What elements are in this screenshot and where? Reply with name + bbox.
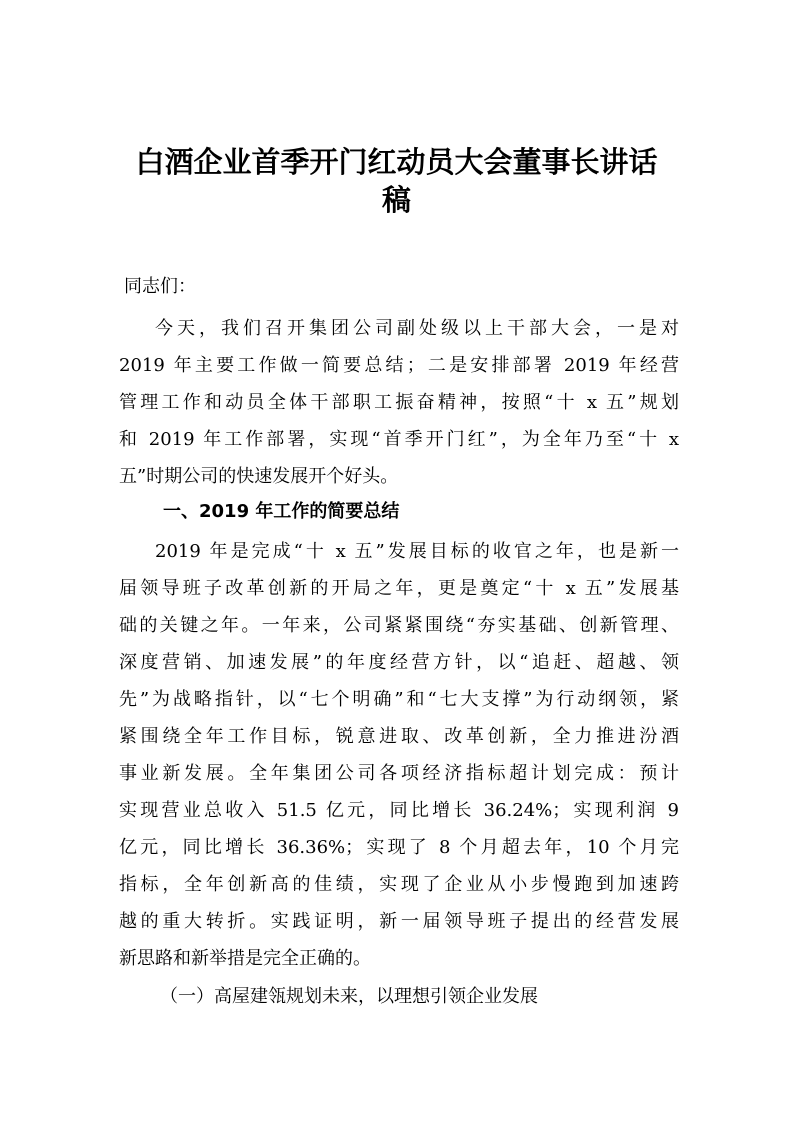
paragraph-line: 和 2019 年工作部署，实现“首季开门红”，为全年乃至“十 x: [119, 429, 679, 450]
paragraph-line: 新思路和新举措是完全正确的。: [119, 948, 371, 969]
paragraph-line: 础的关键之年。一年来，公司紧紧围绕“夯实基础、创新管理、: [119, 615, 679, 636]
paragraph-line: 今天，我们召开集团公司副处级以上干部大会，一是对: [155, 318, 679, 339]
paragraph-line: 管理工作和动员全体干部职工振奋精神，按照“十 x 五”规划: [119, 392, 679, 413]
paragraph-line: 届领导班子改革创新的开局之年，更是奠定“十 x 五”发展基: [119, 578, 679, 599]
paragraph-line: 深度营销、加速发展”的年度经营方针，以“追赶、超越、领: [119, 652, 679, 673]
document-title-line-2: 稿: [381, 183, 411, 217]
paragraph-line: 越的重大转折。实践证明，新一届领导班子提出的经营发展: [119, 911, 679, 932]
paragraph-line: 2019 年是完成“十 x 五”发展目标的收官之年，也是新一: [155, 541, 679, 562]
paragraph-line: 实现营业总收入 51.5 亿元，同比增长 36.24%；实现利润 9: [119, 800, 679, 821]
paragraph-line: 先”为战略指针，以“七个明确”和“七大支撑”为行动纲领，紧: [119, 689, 679, 710]
paragraph-line: 2019 年主要工作做一简要总结；二是安排部署 2019 年经营: [119, 355, 679, 376]
paragraph-line: 紧围绕全年工作目标，锐意进取、改革创新，全力推进汾酒: [119, 726, 679, 747]
section-heading-1: 一、2019 年工作的简要总结: [163, 501, 400, 522]
salutation: 同志们：: [124, 276, 196, 297]
paragraph-line: 五”时期公司的快速发展开个好头。: [119, 466, 399, 487]
paragraph-line: 指标，全年创新高的佳绩，实现了企业从小步慢跑到加速跨: [119, 874, 679, 895]
document-title-line-1: 白酒企业首季开门红动员大会董事长讲话: [135, 145, 658, 179]
paragraph-line: 事业新发展。全年集团公司各项经济指标超计划完成：预计: [119, 763, 679, 784]
subsection-heading-1: （一）高屋建瓴规划未来，以理想引领企业发展: [160, 986, 538, 1007]
paragraph-line: 亿元，同比增长 36.36%；实现了 8 个月超去年，10 个月完: [119, 837, 679, 858]
